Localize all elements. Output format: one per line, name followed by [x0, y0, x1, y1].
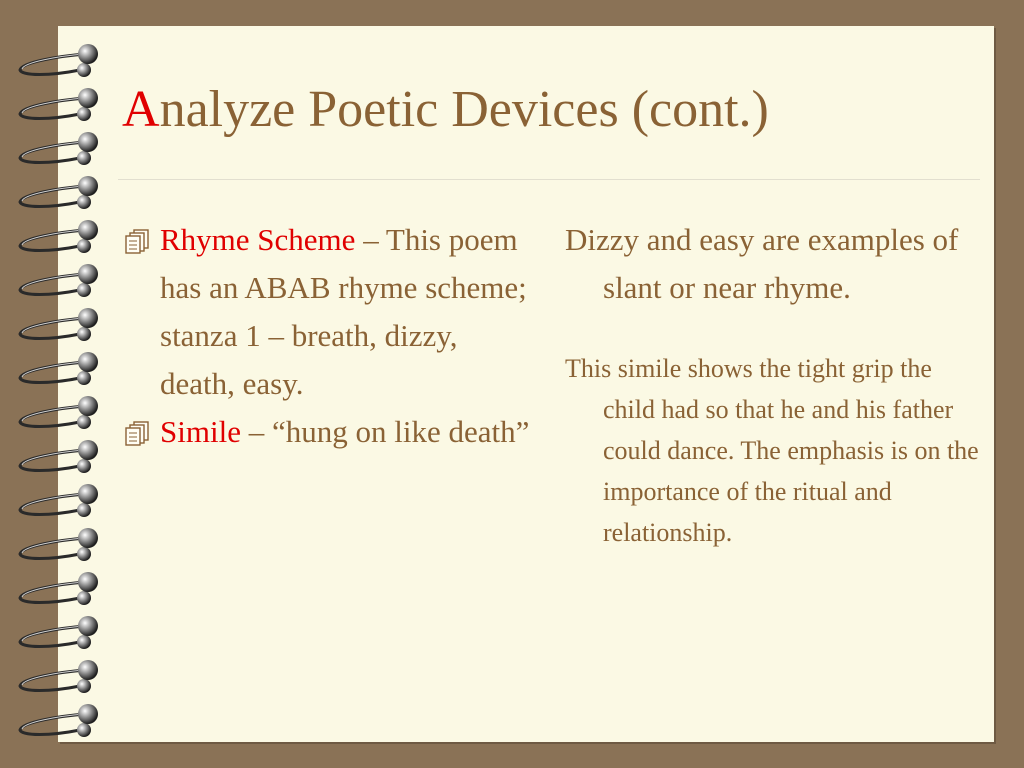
bullet-text: – This poem has an ABAB rhyme scheme; stanza 1 – breath, dizzy, death, easy. [160, 222, 527, 401]
title-rest: nalyze Poetic Devices (cont.) [159, 81, 769, 138]
bullet-simile [122, 408, 532, 456]
spiral-ring [20, 88, 98, 121]
spiral-ring [20, 308, 98, 341]
spiral-ring [20, 44, 98, 77]
bullet-rhyme-scheme [122, 216, 532, 408]
title-first-letter: A [122, 81, 160, 138]
spiral-ring [20, 484, 98, 517]
spiral-ring [20, 616, 98, 649]
spiral-ring [20, 220, 98, 253]
spiral-ring [20, 660, 98, 693]
spiral-ring [20, 176, 98, 209]
slant-rhyme-note: Dizzy and easy are examples of slant or near rhyme. [565, 222, 959, 305]
simile-explanation: This simile shows the tight grip the child had so that he and his father could dance. The emphasis is on the importance of the ritual and relationship. [565, 354, 979, 547]
bullet-text: – “hung on like death” [240, 414, 530, 449]
spiral-ring [20, 528, 98, 561]
bullet-term: Rhyme Scheme [160, 222, 356, 257]
bullet-term: Simile [160, 414, 241, 449]
notebook-bullet-icon [125, 420, 151, 446]
spiral-ring [20, 352, 98, 385]
slide-title [122, 80, 769, 139]
spiral-ring [20, 440, 98, 473]
spiral-ring [20, 704, 98, 737]
spiral-ring [20, 132, 98, 165]
spiral-ring [20, 572, 98, 605]
notebook-bullet-icon [125, 228, 151, 254]
left-column [122, 216, 532, 456]
spiral-binding-icon [0, 0, 120, 768]
spiral-ring [20, 264, 98, 297]
title-divider [118, 179, 980, 180]
right-column [565, 216, 985, 553]
spiral-ring [20, 396, 98, 429]
